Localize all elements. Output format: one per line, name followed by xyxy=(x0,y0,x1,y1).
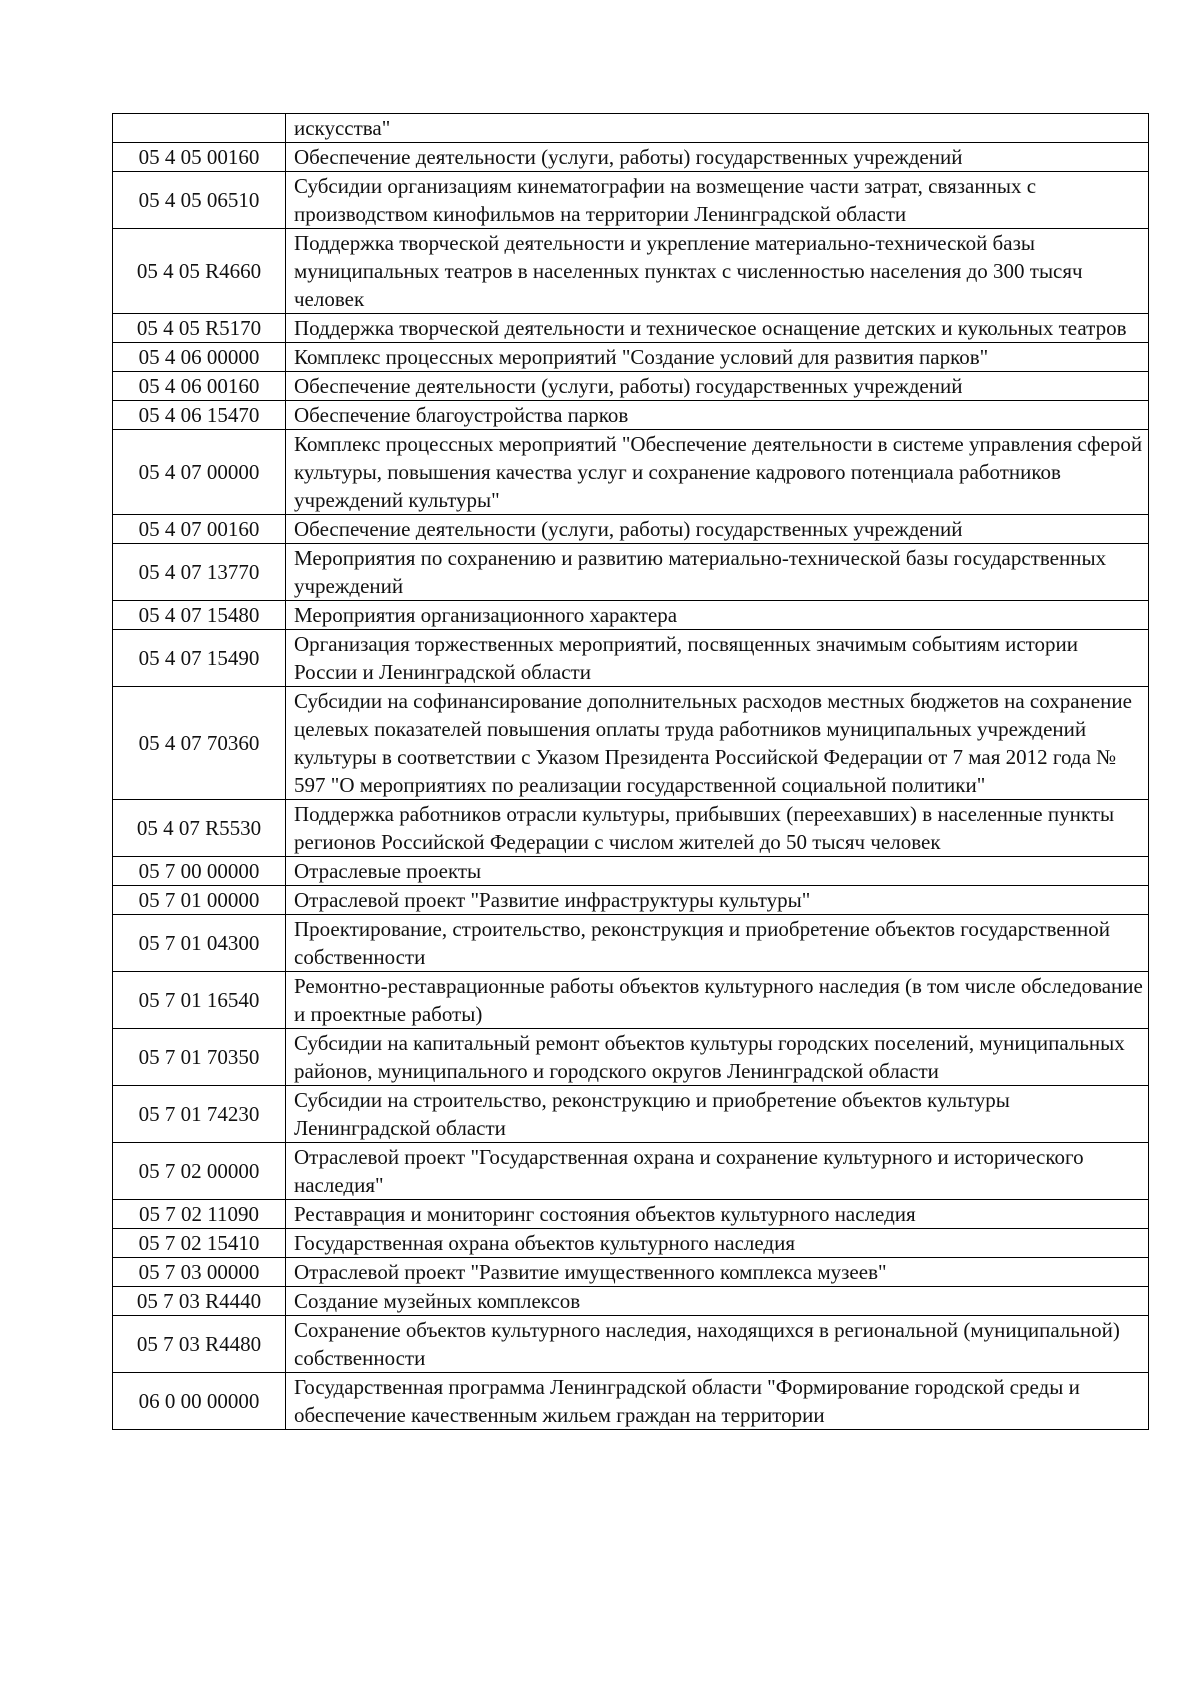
table-row xyxy=(113,630,1149,687)
table-body xyxy=(113,114,1149,1430)
description-cell: Субсидии организациям кинематографии на возмещение части затрат, связанных с производством кинофильмов на территории Ленинградской области xyxy=(286,172,1149,229)
table-row xyxy=(113,601,1149,630)
description-cell: Сохранение объектов культурного наследия, находящихся в региональной (муниципальной) собственности xyxy=(286,1316,1149,1373)
table-row xyxy=(113,343,1149,372)
table-row xyxy=(113,687,1149,800)
description-cell: Обеспечение благоустройства парков xyxy=(286,401,1149,430)
description-cell: Комплекс процессных мероприятий "Создание условий для развития парков" xyxy=(286,343,1149,372)
table-row xyxy=(113,229,1149,314)
table-row xyxy=(113,915,1149,972)
code-cell: 05 4 07 00000 xyxy=(113,430,286,515)
table-row xyxy=(113,1373,1149,1430)
table-row xyxy=(113,1086,1149,1143)
description-cell: Поддержка творческой деятельности и техническое оснащение детских и кукольных театров xyxy=(286,314,1149,343)
code-cell: 05 7 03 R4480 xyxy=(113,1316,286,1373)
code-cell: 05 7 02 11090 xyxy=(113,1200,286,1229)
code-cell: 06 0 00 00000 xyxy=(113,1373,286,1430)
description-cell: Обеспечение деятельности (услуги, работы) государственных учреждений xyxy=(286,143,1149,172)
table-row xyxy=(113,857,1149,886)
description-cell: Отраслевой проект "Развитие имущественного комплекса музеев" xyxy=(286,1258,1149,1287)
description-cell: Проектирование, строительство, реконструкция и приобретение объектов государственной собственности xyxy=(286,915,1149,972)
description-cell: Государственная охрана объектов культурного наследия xyxy=(286,1229,1149,1258)
code-cell: 05 7 03 R4440 xyxy=(113,1287,286,1316)
code-cell: 05 4 07 15480 xyxy=(113,601,286,630)
description-cell: Поддержка творческой деятельности и укрепление материально-технической базы муниципальных театров в населенных пунктах с численностью населения до 300 тысяч человек xyxy=(286,229,1149,314)
code-cell: 05 7 02 15410 xyxy=(113,1229,286,1258)
code-cell: 05 4 05 00160 xyxy=(113,143,286,172)
table-row xyxy=(113,800,1149,857)
description-cell: Отраслевой проект "Развитие инфраструктуры культуры" xyxy=(286,886,1149,915)
table-row xyxy=(113,401,1149,430)
table-row xyxy=(113,172,1149,229)
code-cell: 05 7 03 00000 xyxy=(113,1258,286,1287)
code-cell: 05 7 01 74230 xyxy=(113,1086,286,1143)
code-cell: 05 4 07 13770 xyxy=(113,544,286,601)
description-cell: Ремонтно-реставрационные работы объектов культурного наследия (в том числе обследование и проектные работы) xyxy=(286,972,1149,1029)
table-row xyxy=(113,430,1149,515)
description-cell: Обеспечение деятельности (услуги, работы) государственных учреждений xyxy=(286,372,1149,401)
code-cell xyxy=(113,114,286,143)
description-cell: Мероприятия по сохранению и развитию материально-технической базы государственных учреждений xyxy=(286,544,1149,601)
description-cell: Отраслевой проект "Государственная охрана и сохранение культурного и исторического наследия" xyxy=(286,1143,1149,1200)
code-cell: 05 7 02 00000 xyxy=(113,1143,286,1200)
table-row xyxy=(113,1316,1149,1373)
description-cell: Государственная программа Ленинградской области "Формирование городской среды и обеспечение качественным жильем граждан на территории xyxy=(286,1373,1149,1430)
description-cell: Отраслевые проекты xyxy=(286,857,1149,886)
description-cell: Комплекс процессных мероприятий "Обеспечение деятельности в системе управления сферой культуры, повышения качества услуг и сохранение кадрового потенциала работников учреждений культуры" xyxy=(286,430,1149,515)
table-row xyxy=(113,1287,1149,1316)
description-cell: Мероприятия организационного характера xyxy=(286,601,1149,630)
description-cell: Обеспечение деятельности (услуги, работы) государственных учреждений xyxy=(286,515,1149,544)
description-cell: Создание музейных комплексов xyxy=(286,1287,1149,1316)
table-row xyxy=(113,1200,1149,1229)
table-row xyxy=(113,114,1149,143)
code-cell: 05 4 06 15470 xyxy=(113,401,286,430)
description-cell: Поддержка работников отрасли культуры, прибывших (переехавших) в населенные пункты регионов Российской Федерации с числом жителей до 50 тысяч человек xyxy=(286,800,1149,857)
table-row xyxy=(113,1029,1149,1086)
description-cell: Субсидии на капитальный ремонт объектов культуры городских поселений, муниципальных районов, муниципального и городского округов Ленинградской области xyxy=(286,1029,1149,1086)
code-cell: 05 4 05 06510 xyxy=(113,172,286,229)
code-cell: 05 4 06 00160 xyxy=(113,372,286,401)
table-row xyxy=(113,886,1149,915)
code-cell: 05 4 05 R5170 xyxy=(113,314,286,343)
table-row xyxy=(113,515,1149,544)
code-cell: 05 4 07 70360 xyxy=(113,687,286,800)
code-cell: 05 4 07 R5530 xyxy=(113,800,286,857)
code-cell: 05 7 01 16540 xyxy=(113,972,286,1029)
table-row xyxy=(113,314,1149,343)
code-cell: 05 7 00 00000 xyxy=(113,857,286,886)
table-row xyxy=(113,1258,1149,1287)
budget-codes-table xyxy=(112,113,1149,1430)
description-cell: Субсидии на софинансирование дополнительных расходов местных бюджетов на сохранение целевых показателей повышения оплаты труда работников муниципальных учреждений культуры в соответствии с Указом Президента Российской Федерации от 7 мая 2012 года № 597 "О мероприятиях по реализации государственной социальной политики" xyxy=(286,687,1149,800)
table-row xyxy=(113,1143,1149,1200)
code-cell: 05 7 01 70350 xyxy=(113,1029,286,1086)
table-row xyxy=(113,544,1149,601)
table-row xyxy=(113,143,1149,172)
code-cell: 05 4 06 00000 xyxy=(113,343,286,372)
description-cell: Организация торжественных мероприятий, посвященных значимым событиям истории России и Ленинградской области xyxy=(286,630,1149,687)
code-cell: 05 4 07 15490 xyxy=(113,630,286,687)
code-cell: 05 7 01 04300 xyxy=(113,915,286,972)
code-cell: 05 7 01 00000 xyxy=(113,886,286,915)
code-cell: 05 4 07 00160 xyxy=(113,515,286,544)
description-cell: искусства" xyxy=(286,114,1149,143)
table-row xyxy=(113,972,1149,1029)
table-row xyxy=(113,1229,1149,1258)
description-cell: Реставрация и мониторинг состояния объектов культурного наследия xyxy=(286,1200,1149,1229)
description-cell: Субсидии на строительство, реконструкцию и приобретение объектов культуры Ленинградской области xyxy=(286,1086,1149,1143)
table-row xyxy=(113,372,1149,401)
code-cell: 05 4 05 R4660 xyxy=(113,229,286,314)
